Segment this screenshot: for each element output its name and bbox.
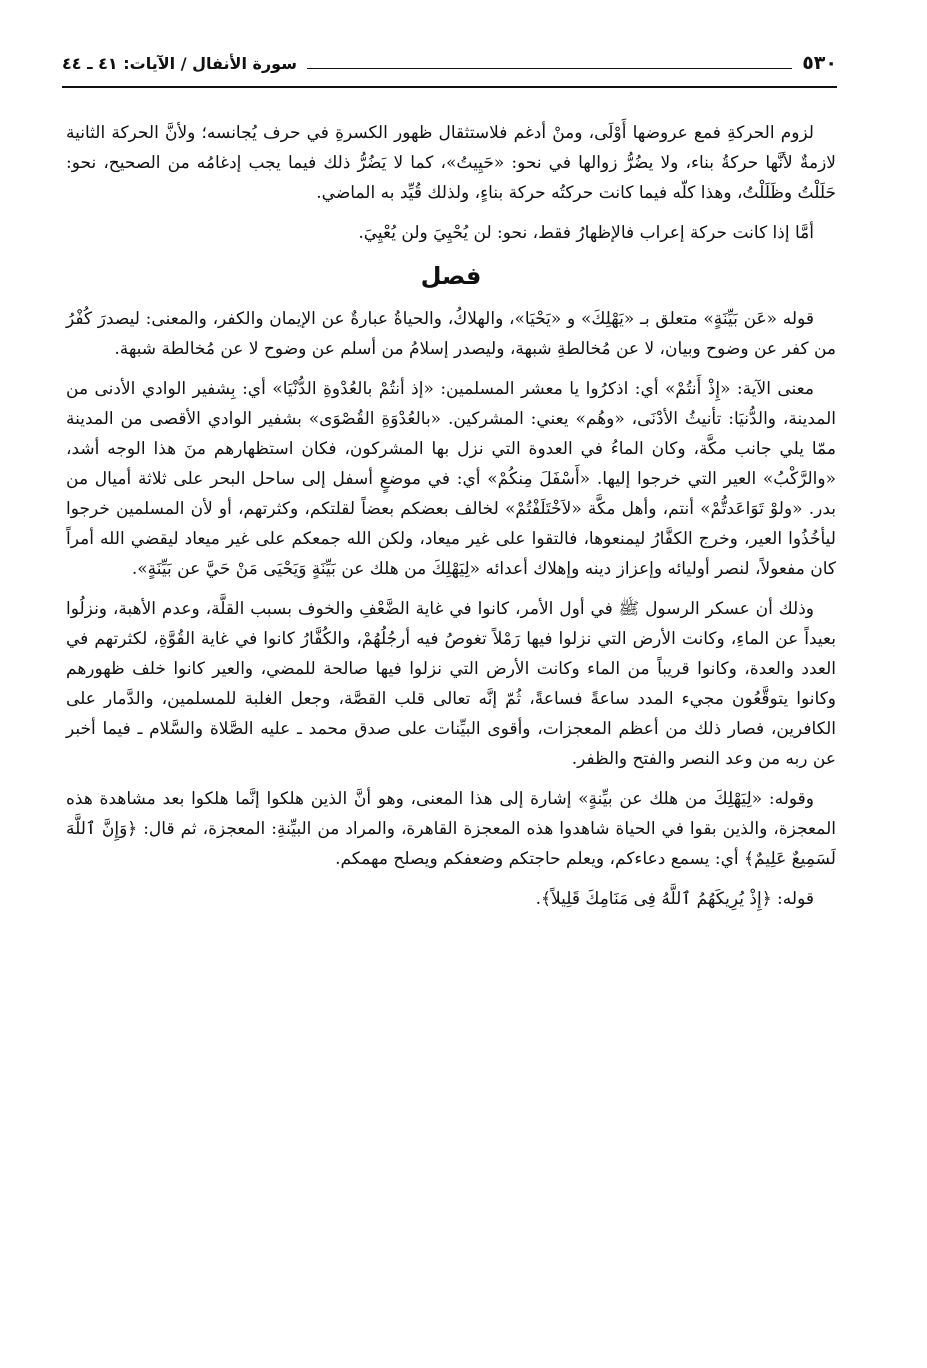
paragraph: قوله: ﴿إِذْ يُرِيكَهُمُ ٱللَّهُ فِى مَنَامِكَ قَلِيلاً﴾.	[535, 889, 814, 909]
paragraph: قوله «عَن بَيِّنَةٍ» متعلق بـ «يَهْلِكَ» و «يَحْيَا»، والهلاكُ، والحياةُ عبارةٌ عن الإيمان والكفر، والمعنى: ليصدرَ كُفْرُ من كفر عن وضوح وبيان، لا عن مُخالطةِ شبهة، وليصدر إسلامُ من أسلم عن وضوح لا عن مُخالطة شبهة.	[66, 309, 836, 359]
running-title: سورة الأنفال / الآيات: ٤١ ـ ٤٤	[62, 53, 297, 73]
section-title: فصل	[420, 262, 482, 290]
header-dash-line	[307, 68, 792, 69]
page-body	[66, 118, 836, 924]
header-rule	[62, 86, 837, 88]
page-number: ٥٣٠	[802, 52, 837, 74]
page-header	[62, 48, 837, 78]
paragraph: وقوله: «لِيَهْلِكَ من هلك عن بيِّنةٍ» إشارة إلى هذا المعنى، وهو أنَّ الذين هلكوا إنَّما هلكوا بعد مشاهدة هذه المعجزة، والذين بقوا في الحياة شاهدوا هذه المعجزة القاهرة، والمراد من البيِّنةِ: المعجزة، ثم قال: ﴿وَإِنَّ ٱللَّهَ لَسَمِيعٌ عَلِيمٌ﴾ أي: يسمع دعاءكم، ويعلم حاجتكم وضعفكم ويصلح مهمكم.	[66, 789, 836, 869]
paragraph: معنى الآية: «إِذْ أَنتُمْ» أي: اذكرُوا يا معشر المسلمين: «إذ أنتُمْ بالعُدْوةِ الدُّنْيَا» أي: بِشفير الوادي الأدنى من المدينة، والدُّنيَا: تأنيثُ الأدْنَى، «وهُم» يعني: المشركين. «بالعُدْوَةِ القُصْوَى» بشفير الوادي الأقصى من المدينة ممّا يلي جانب مكَّة، وكان الماءُ في العدوة التي نزل بها المشركون، فكان استظهارهم منَ هذا الوجه أشد، «والرَّكْبُ» العير التي خرجوا إليها. «أَسْفَلَ مِنكُمْ» أي: في موضعٍ أسفل إلى ساحل البحر على ثلاثة أميال من بدر. «ولوْ تَوَاعَدتُّمْ» أنتم، وأهل مكَّة «لاَخْتَلَفْتُمْ» لخالف بعضكم بعضاً لقلتكم، وكثرتهم، أو لأن المسلمين خرجوا ليأخُذُوا العير، وخرج الكفَّارُ ليمنعوها، فالتقوا على غير ميعاد، ولكن الله جمعكم على غير ميعاد ليقضي الله أمراً كان مفعولاً، لنصر أوليائه وإعزاز دينه وإهلاك أعدائه «لِيَهْلِكَ من هلك عن بَيِّنَةٍ وَيَحْيَى مَنْ حَيَّ عن بَيِّنَةٍ».	[66, 379, 836, 579]
paragraph: أمَّا إذا كانت حركة إعراب فالإظهارُ فقط، نحو: لن يُحْيِيَ ولن يُعْيِيَ.	[358, 223, 814, 243]
paragraph: لزوم الحركةِ فمع عروضها أَوْلَى، ومنْ أدغم فلاستثقال ظهور الكسرةِ في حرف يُجانسه؛ ولأنَّ الحركة الثانية لازمةٌ لأنَّها حركةُ بناء، ولا يضُرُّ زوالها في نحو: «حَيِيتُ»، كما لا يَضُرُّ ذلك فيما يجب إدغامُه من الصحيح، نحو: حَلَلْتُ وظَلَلْتُ، وهذا كلّه فيما كانت حركتُه حركة بناءٍ، ولذلك قُيِّد به الماضي.	[66, 123, 836, 203]
paragraph: وذلك أن عسكر الرسول ﷺ في أول الأمر، كانوا في غاية الضَّعْفِ والخوف بسبب القلَّة، وعدم الأهبة، ونزلُوا بعيداً عن الماءِ، وكانت الأرض التي نزلوا فيها رَمْلاً تغوصُ فيه أرجُلُهُمْ، والكُفَّارُ كانوا في غاية القُوَّةِ، لكثرتهم في العدد والعدة، وكانوا قريباً من الماء وكانت الأرض التي نزلوا فيها صالحة للمضي، والعير كانوا خلف ظهورهم وكانوا يتوقَّعُون مجيء المدد ساعةً فساعةً، ثُمّ إنَّه تعالى قلب القصَّة، وجعل الغلبة للمسلمين، والدَّمار على الكافرين، فصار ذلك من أعظم المعجزات، وأقوى البيِّنات على صدق محمد ـ عليه الصَّلاة والسَّلام ـ فيما أخبر عن ربه من وعد النصر والفتح والظفر.	[66, 599, 836, 769]
